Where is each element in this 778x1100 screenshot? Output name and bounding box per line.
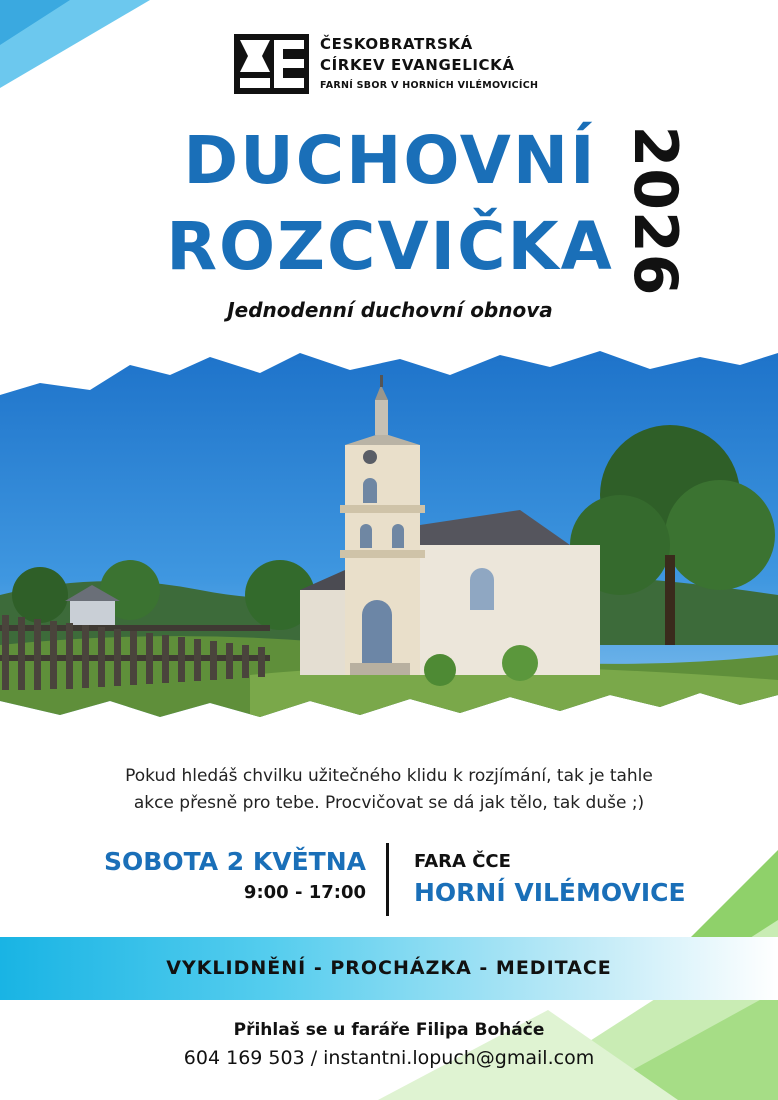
intro-line-2: akce přesně pro tebe. Procvičovat se dá jak tělo, tak duše ;) bbox=[133, 793, 645, 813]
intro-text bbox=[60, 763, 718, 817]
corner-decoration-top-left bbox=[0, 0, 180, 110]
chalice-logo-icon bbox=[234, 34, 309, 94]
org-line-1: ČESKOBRATRSKÁ bbox=[320, 35, 473, 53]
organization-name bbox=[320, 34, 538, 93]
church-photo bbox=[0, 345, 778, 735]
event-time: 9:00 - 17:00 bbox=[243, 882, 366, 903]
org-line-2: CÍRKEV EVANGELICKÁ bbox=[320, 56, 515, 74]
year-badge bbox=[590, 125, 720, 297]
date-block bbox=[40, 845, 366, 907]
contact-details: 604 169 503 / instantni.lopuch@gmail.com bbox=[183, 1047, 595, 1069]
contact-name: Přihlaš se u faráře Filipa Boháče bbox=[233, 1020, 545, 1040]
event-place-big: HORNÍ VILÉMOVICE bbox=[414, 878, 686, 907]
org-line-3: FARNÍ SBOR V HORNÍCH VILÉMOVICÍCH bbox=[320, 80, 539, 91]
title-line-1: DUCHOVNÍ bbox=[183, 122, 597, 199]
title-line-2: ROZCVIČKA bbox=[166, 208, 614, 285]
event-place-small: FARA ČCE bbox=[414, 851, 511, 872]
event-date: SOBOTA 2 KVĚTNA bbox=[104, 847, 366, 876]
intro-line-1: Pokud hledáš chvilku užitečného klidu k rozjímání, tak je tahle bbox=[125, 766, 653, 786]
church-logo bbox=[234, 34, 552, 100]
divider bbox=[386, 843, 389, 916]
place-block bbox=[414, 848, 754, 910]
subtitle: Jednodenní duchovní obnova bbox=[227, 298, 553, 322]
year-text: 2026 bbox=[620, 125, 690, 297]
activities-band bbox=[0, 937, 778, 1000]
activities-text: VYKLIDNĚNÍ - PROCHÁZKA - MEDITACE bbox=[166, 957, 612, 979]
